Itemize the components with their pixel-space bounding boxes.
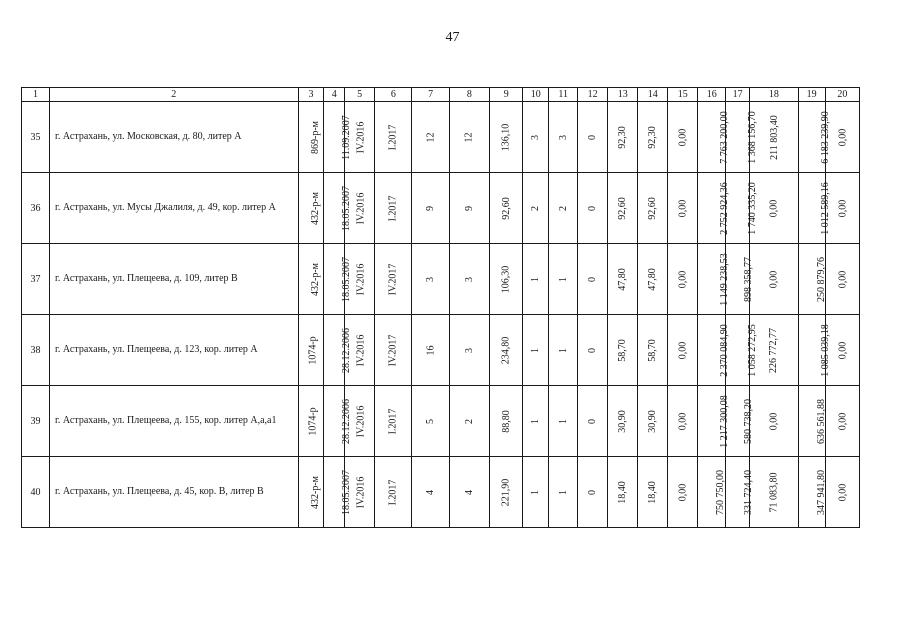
value-cell: 1: [523, 386, 549, 457]
amount-cell: 2 370 084,90: [698, 315, 726, 386]
column-header: 19: [798, 88, 825, 102]
column-header: 5: [345, 88, 375, 102]
value-cell: 92,30: [608, 102, 638, 173]
value-cell: 234,80: [490, 315, 523, 386]
completion-date-cell: IV.2017: [375, 244, 412, 315]
amount-cell: 0,00: [750, 386, 799, 457]
value-cell: 1: [549, 386, 578, 457]
value-cell: 3: [449, 244, 489, 315]
amount-cell: 0,00: [825, 386, 859, 457]
value-cell: 2: [549, 173, 578, 244]
value-cell: 58,70: [608, 315, 638, 386]
table-row: [22, 315, 860, 386]
value-cell: 3: [449, 315, 489, 386]
column-header: 16: [698, 88, 726, 102]
value-cell: 2: [449, 386, 489, 457]
address-cell: г. Астрахань, ул. Плещеева, д. 123, кор. литер А: [49, 315, 298, 386]
amount-cell: 250 879,76: [798, 244, 825, 315]
amount-cell: 0,00: [750, 173, 799, 244]
value-cell: 0: [578, 244, 608, 315]
amount-cell: 1 085 039,18: [798, 315, 825, 386]
row-number: 35: [22, 102, 50, 173]
column-header: 2: [49, 88, 298, 102]
amount-cell: 0,00: [825, 315, 859, 386]
amount-cell: 1 058 272,95: [726, 315, 750, 386]
completion-date-cell: I.2017: [375, 102, 412, 173]
order-date-cell: 28.12.2006: [324, 315, 345, 386]
amount-cell: 211 803,40: [750, 102, 799, 173]
amount-cell: 750 750,00: [698, 457, 726, 528]
column-header: 14: [638, 88, 668, 102]
amount-cell: 1 217 300,08: [698, 386, 726, 457]
value-cell: 16: [412, 315, 449, 386]
value-cell: 30,90: [638, 386, 668, 457]
column-header: 7: [412, 88, 449, 102]
value-cell: 3: [412, 244, 449, 315]
row-number: 38: [22, 315, 50, 386]
amount-cell: 636 561,88: [798, 386, 825, 457]
amount-cell: 0,00: [825, 457, 859, 528]
planned-date-cell: IV.2016: [345, 102, 375, 173]
column-number-row: [22, 88, 860, 102]
planned-date-cell: IV.2016: [345, 173, 375, 244]
column-header: 4: [324, 88, 345, 102]
row-number: 37: [22, 244, 50, 315]
value-cell: 136,10: [490, 102, 523, 173]
value-cell: 0: [578, 386, 608, 457]
column-header: 8: [449, 88, 489, 102]
value-cell: 1: [549, 315, 578, 386]
value-cell: 92,60: [638, 173, 668, 244]
housing-register-table: [21, 87, 860, 528]
order-date-cell: 18.05.2007: [324, 244, 345, 315]
order-number-cell: 1074-р: [298, 386, 324, 457]
address-cell: г. Астрахань, ул. Плещеева, д. 109, литер В: [49, 244, 298, 315]
column-header: 9: [490, 88, 523, 102]
planned-date-cell: IV.2016: [345, 244, 375, 315]
column-header: 3: [298, 88, 324, 102]
amount-cell: 331 724,40: [726, 457, 750, 528]
value-cell: 0: [578, 173, 608, 244]
value-cell: 0,00: [668, 457, 698, 528]
value-cell: 0,00: [668, 315, 698, 386]
order-number-cell: 432-р-м: [298, 457, 324, 528]
value-cell: 88,80: [490, 386, 523, 457]
column-header: 10: [523, 88, 549, 102]
order-date-cell: 18.05.2007: [324, 457, 345, 528]
value-cell: 0: [578, 102, 608, 173]
address-cell: г. Астрахань, ул. Плещеева, д. 45, кор. В, литер В: [49, 457, 298, 528]
value-cell: 0,00: [668, 244, 698, 315]
planned-date-cell: IV.2016: [345, 386, 375, 457]
value-cell: 9: [412, 173, 449, 244]
order-date-cell: 18.05.2007: [324, 173, 345, 244]
amount-cell: 226 772,77: [750, 315, 799, 386]
column-header: 12: [578, 88, 608, 102]
value-cell: 18,40: [638, 457, 668, 528]
value-cell: 0: [578, 315, 608, 386]
amount-cell: 1 012 589,16: [798, 173, 825, 244]
row-number: 40: [22, 457, 50, 528]
order-number-cell: 432-р-м: [298, 244, 324, 315]
value-cell: 221,90: [490, 457, 523, 528]
table-row: [22, 386, 860, 457]
value-cell: 0: [578, 457, 608, 528]
amount-cell: 1 149 238,53: [698, 244, 726, 315]
column-header: 11: [549, 88, 578, 102]
value-cell: 9: [449, 173, 489, 244]
amount-cell: 0,00: [825, 102, 859, 173]
order-date-cell: 28.12.2006: [324, 386, 345, 457]
table-row: [22, 102, 860, 173]
amount-cell: 1 368 156,70: [726, 102, 750, 173]
order-date-cell: 11.09.2007: [324, 102, 345, 173]
completion-date-cell: I.2017: [375, 457, 412, 528]
value-cell: 0,00: [668, 386, 698, 457]
amount-cell: 2 752 924,36: [698, 173, 726, 244]
value-cell: 58,70: [638, 315, 668, 386]
column-header: 1: [22, 88, 50, 102]
value-cell: 92,60: [608, 173, 638, 244]
value-cell: 3: [549, 102, 578, 173]
order-number-cell: 432-р-м: [298, 173, 324, 244]
completion-date-cell: IV.2017: [375, 315, 412, 386]
value-cell: 12: [449, 102, 489, 173]
amount-cell: 6 183 239,90: [798, 102, 825, 173]
planned-date-cell: IV.2016: [345, 457, 375, 528]
planned-date-cell: IV.2016: [345, 315, 375, 386]
address-cell: г. Астрахань, ул. Плещеева, д. 155, кор. литер А,а,а1: [49, 386, 298, 457]
column-header: 13: [608, 88, 638, 102]
row-number: 39: [22, 386, 50, 457]
table-row: [22, 173, 860, 244]
value-cell: 92,30: [638, 102, 668, 173]
amount-cell: 347 941,80: [798, 457, 825, 528]
value-cell: 2: [523, 173, 549, 244]
table-row: [22, 244, 860, 315]
value-cell: 18,40: [608, 457, 638, 528]
value-cell: 47,80: [638, 244, 668, 315]
row-number: 36: [22, 173, 50, 244]
amount-cell: 1 740 335,20: [726, 173, 750, 244]
value-cell: 1: [523, 457, 549, 528]
column-header: 15: [668, 88, 698, 102]
completion-date-cell: I.2017: [375, 386, 412, 457]
value-cell: 1: [549, 457, 578, 528]
page-number: 47: [445, 30, 460, 45]
address-cell: г. Астрахань, ул. Мусы Джалиля, д. 49, кор. литер А: [49, 173, 298, 244]
amount-cell: 0,00: [750, 244, 799, 315]
table-row: [22, 457, 860, 528]
value-cell: 92,60: [490, 173, 523, 244]
value-cell: 0,00: [668, 102, 698, 173]
amount-cell: 0,00: [825, 244, 859, 315]
amount-cell: 898 358,77: [726, 244, 750, 315]
amount-cell: 71 083,80: [750, 457, 799, 528]
value-cell: 47,80: [608, 244, 638, 315]
amount-cell: 0,00: [825, 173, 859, 244]
value-cell: 0,00: [668, 173, 698, 244]
value-cell: 1: [549, 244, 578, 315]
value-cell: 1: [523, 244, 549, 315]
value-cell: 4: [412, 457, 449, 528]
column-header: 18: [750, 88, 799, 102]
address-cell: г. Астрахань, ул. Московская, д. 80, литер А: [49, 102, 298, 173]
value-cell: 4: [449, 457, 489, 528]
value-cell: 106,30: [490, 244, 523, 315]
column-header: 20: [825, 88, 859, 102]
column-header: 6: [375, 88, 412, 102]
completion-date-cell: I.2017: [375, 173, 412, 244]
value-cell: 3: [523, 102, 549, 173]
value-cell: 5: [412, 386, 449, 457]
column-header: 17: [726, 88, 750, 102]
order-number-cell: 1074-р: [298, 315, 324, 386]
order-number-cell: 869-р-м: [298, 102, 324, 173]
amount-cell: 7 763 200,00: [698, 102, 726, 173]
value-cell: 12: [412, 102, 449, 173]
value-cell: 30,90: [608, 386, 638, 457]
amount-cell: 580 738,20: [726, 386, 750, 457]
value-cell: 1: [523, 315, 549, 386]
